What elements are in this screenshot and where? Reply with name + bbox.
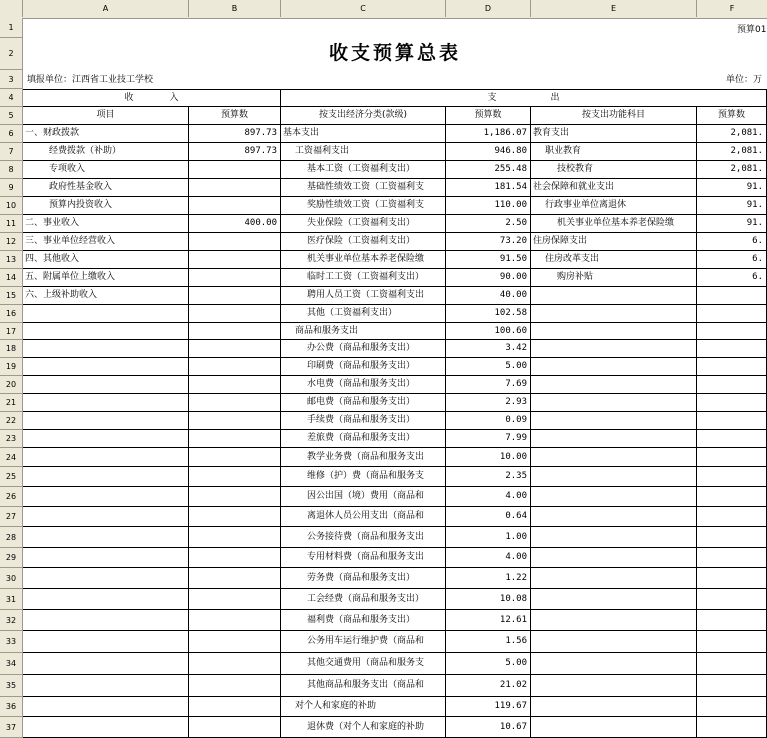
row-header-20[interactable]: 20 (0, 376, 23, 394)
econ-budget-cell[interactable]: 2.93 (446, 394, 531, 412)
row-header-34[interactable]: 34 (0, 653, 23, 675)
income-budget-cell[interactable] (189, 430, 281, 448)
func-item-cell[interactable] (531, 527, 697, 548)
page-title: 收支预算总表 (328, 42, 461, 64)
expense-header[interactable]: 支 出 (281, 89, 767, 107)
func-budget-cell[interactable] (697, 507, 767, 527)
row-header-14[interactable]: 14 (0, 269, 23, 287)
income-budget-cell[interactable] (189, 653, 281, 675)
func-item-cell[interactable] (531, 412, 697, 430)
econ-budget-cell[interactable]: 5.00 (446, 358, 531, 376)
econ-item-cell[interactable]: 其他交通费用（商品和服务支 (281, 653, 446, 675)
econ-budget-cell[interactable]: 1.00 (446, 527, 531, 548)
income-budget-cell[interactable] (189, 305, 281, 323)
income-budget-cell[interactable]: 897.73 (189, 125, 281, 143)
row-header-24[interactable]: 24 (0, 448, 23, 467)
unit-label: 单位：万 (726, 75, 763, 85)
func-budget-cell[interactable] (697, 675, 767, 697)
econ-item-cell[interactable]: 因公出国（境）费用（商品和 (281, 487, 446, 507)
func-item-cell[interactable] (531, 487, 697, 507)
income-item-cell[interactable]: 经费拨款（补助） (23, 143, 189, 161)
econ-budget-cell[interactable]: 73.20 (446, 233, 531, 251)
income-item-cell[interactable] (23, 697, 189, 717)
func-budget-cell[interactable] (697, 589, 767, 610)
econ-budget-cell[interactable]: 1.22 (446, 568, 531, 589)
income-item-cell[interactable] (23, 507, 189, 527)
econ-item-cell[interactable]: 奖励性绩效工资（工资福利支 (281, 197, 446, 215)
income-item-cell[interactable] (23, 448, 189, 467)
func-budget-cell[interactable] (697, 430, 767, 448)
col-func-subject-header[interactable]: 按支出功能科目 (531, 107, 697, 125)
row-header-21[interactable]: 21 (0, 394, 23, 412)
income-budget-cell[interactable] (189, 287, 281, 305)
row-header-5[interactable]: 5 (0, 107, 23, 125)
income-budget-cell[interactable]: 400.00 (189, 215, 281, 233)
income-item-cell[interactable] (23, 589, 189, 610)
econ-budget-cell[interactable]: 2.35 (446, 467, 531, 487)
column-header-b[interactable]: B (189, 0, 281, 17)
econ-budget-cell[interactable]: 181.54 (446, 179, 531, 197)
row-header-1[interactable]: 1 (0, 18, 23, 38)
econ-budget-cell[interactable]: 10.08 (446, 589, 531, 610)
func-budget-cell[interactable] (697, 487, 767, 507)
row-header-7[interactable]: 7 (0, 143, 23, 161)
income-item-cell[interactable] (23, 430, 189, 448)
func-item-cell[interactable] (531, 631, 697, 653)
econ-item-cell[interactable]: 专用材料费（商品和服务支出 (281, 548, 446, 568)
func-item-cell[interactable] (531, 610, 697, 631)
income-budget-cell[interactable] (189, 610, 281, 631)
col-item-header[interactable]: 项目 (23, 107, 189, 125)
col-budget-income-header[interactable]: 预算数 (189, 107, 281, 125)
income-budget-cell[interactable] (189, 394, 281, 412)
select-all-corner[interactable] (0, 0, 23, 17)
econ-item-cell[interactable]: 临时工工资（工资福利支出） (281, 269, 446, 287)
income-budget-cell[interactable] (189, 323, 281, 340)
econ-item-cell[interactable]: 基本支出 (281, 125, 446, 143)
income-budget-cell[interactable] (189, 412, 281, 430)
func-item-cell[interactable] (531, 376, 697, 394)
column-header-c[interactable]: C (281, 0, 446, 17)
econ-budget-cell[interactable]: 2.50 (446, 215, 531, 233)
row-header-36[interactable]: 36 (0, 697, 23, 717)
econ-item-cell[interactable]: 邮电费（商品和服务支出） (281, 394, 446, 412)
econ-item-cell[interactable]: 工资福利支出 (281, 143, 446, 161)
econ-budget-cell[interactable]: 110.00 (446, 197, 531, 215)
func-budget-cell[interactable] (697, 394, 767, 412)
func-budget-cell[interactable] (697, 467, 767, 487)
econ-budget-cell[interactable]: 0.09 (446, 412, 531, 430)
econ-item-cell[interactable]: 基础性绩效工资（工资福利支 (281, 179, 446, 197)
func-budget-cell[interactable]: 2,081. (697, 161, 767, 179)
econ-item-cell[interactable]: 商品和服务支出 (281, 323, 446, 340)
func-item-cell[interactable] (531, 568, 697, 589)
func-item-cell[interactable]: 住房改革支出 (531, 251, 697, 269)
row-header-8[interactable]: 8 (0, 161, 23, 179)
row-header-9[interactable]: 9 (0, 179, 23, 197)
row-header-3[interactable]: 3 (0, 70, 23, 89)
row-header-12[interactable]: 12 (0, 233, 23, 251)
income-item-cell[interactable] (23, 305, 189, 323)
income-item-cell[interactable]: 一、财政拨款 (23, 125, 189, 143)
income-budget-cell[interactable] (189, 448, 281, 467)
income-item-cell[interactable]: 四、其他收入 (23, 251, 189, 269)
econ-item-cell[interactable]: 办公费（商品和服务支出） (281, 340, 446, 358)
income-item-cell[interactable] (23, 358, 189, 376)
row-header-31[interactable]: 31 (0, 589, 23, 610)
income-budget-cell[interactable] (189, 487, 281, 507)
econ-item-cell[interactable]: 教学业务费（商品和服务支出 (281, 448, 446, 467)
row-header-15[interactable]: 15 (0, 287, 23, 305)
func-item-cell[interactable]: 购房补贴 (531, 269, 697, 287)
column-header-f[interactable]: F (729, 4, 735, 13)
row-header-22[interactable]: 22 (0, 412, 23, 430)
econ-budget-cell[interactable]: 946.80 (446, 143, 531, 161)
econ-item-cell[interactable]: 其他商品和服务支出（商品和 (281, 675, 446, 697)
income-item-cell[interactable] (23, 653, 189, 675)
func-item-cell[interactable]: 住房保障支出 (531, 233, 697, 251)
func-budget-cell[interactable] (697, 448, 767, 467)
col-budget-func-header[interactable]: 预算数 (697, 107, 767, 125)
column-header-bar (0, 0, 767, 19)
econ-budget-cell[interactable]: 4.00 (446, 487, 531, 507)
econ-item-cell[interactable]: 维修（护）费（商品和服务支 (281, 467, 446, 487)
func-item-cell[interactable] (531, 394, 697, 412)
econ-item-cell[interactable]: 福利费（商品和服务支出） (281, 610, 446, 631)
func-item-cell[interactable] (531, 430, 697, 448)
income-header[interactable]: 收 入 (23, 89, 281, 107)
econ-budget-cell[interactable]: 5.00 (446, 653, 531, 675)
func-item-cell[interactable] (531, 448, 697, 467)
income-budget-cell[interactable] (189, 631, 281, 653)
econ-budget-cell[interactable]: 255.48 (446, 161, 531, 179)
func-item-cell[interactable]: 行政事业单位离退休 (531, 197, 697, 215)
func-item-cell[interactable] (531, 675, 697, 697)
econ-item-cell[interactable]: 失业保险（工资福利支出） (281, 215, 446, 233)
econ-budget-cell[interactable]: 4.00 (446, 548, 531, 568)
func-budget-cell[interactable]: 91. (697, 197, 767, 215)
econ-budget-cell[interactable]: 100.60 (446, 323, 531, 340)
econ-budget-cell[interactable]: 90.00 (446, 269, 531, 287)
income-item-cell[interactable]: 专项收入 (23, 161, 189, 179)
row-header-17[interactable]: 17 (0, 323, 23, 340)
income-budget-cell[interactable] (189, 697, 281, 717)
func-item-cell[interactable] (531, 548, 697, 568)
row-header-19[interactable]: 19 (0, 358, 23, 376)
func-item-cell[interactable] (531, 467, 697, 487)
row-header-11[interactable]: 11 (0, 215, 23, 233)
func-budget-cell[interactable] (697, 358, 767, 376)
func-budget-cell[interactable] (697, 610, 767, 631)
econ-budget-cell[interactable]: 119.67 (446, 697, 531, 717)
econ-budget-cell[interactable]: 10.67 (446, 717, 531, 738)
income-budget-cell[interactable] (189, 251, 281, 269)
income-budget-cell[interactable] (189, 589, 281, 610)
income-budget-cell[interactable] (189, 568, 281, 589)
func-budget-cell[interactable] (697, 568, 767, 589)
income-budget-cell[interactable] (189, 675, 281, 697)
func-budget-cell[interactable] (697, 631, 767, 653)
income-item-cell[interactable]: 预算内投资收入 (23, 197, 189, 215)
func-item-cell[interactable] (531, 507, 697, 527)
func-item-cell[interactable] (531, 653, 697, 675)
func-budget-cell[interactable] (697, 287, 767, 305)
func-budget-cell[interactable]: 6. (697, 269, 767, 287)
econ-item-cell[interactable]: 差旅费（商品和服务支出） (281, 430, 446, 448)
econ-budget-cell[interactable]: 0.64 (446, 507, 531, 527)
income-item-cell[interactable] (23, 376, 189, 394)
income-item-cell[interactable] (23, 548, 189, 568)
func-budget-cell[interactable]: 6. (697, 251, 767, 269)
func-budget-cell[interactable] (697, 653, 767, 675)
func-item-cell[interactable]: 社会保障和就业支出 (531, 179, 697, 197)
income-budget-cell[interactable] (189, 340, 281, 358)
func-item-cell[interactable] (531, 305, 697, 323)
econ-budget-cell[interactable]: 3.42 (446, 340, 531, 358)
row-header-27[interactable]: 27 (0, 507, 23, 527)
func-budget-cell[interactable] (697, 697, 767, 717)
income-item-cell[interactable] (23, 340, 189, 358)
income-item-cell[interactable] (23, 394, 189, 412)
income-budget-cell[interactable] (189, 161, 281, 179)
econ-budget-cell[interactable]: 21.02 (446, 675, 531, 697)
row-header-33[interactable]: 33 (0, 631, 23, 653)
func-item-cell[interactable] (531, 323, 697, 340)
func-budget-cell[interactable] (697, 527, 767, 548)
income-budget-cell[interactable] (189, 527, 281, 548)
row-header-32[interactable]: 32 (0, 610, 23, 631)
income-item-cell[interactable] (23, 631, 189, 653)
func-budget-cell[interactable]: 91. (697, 215, 767, 233)
row-header-4[interactable]: 4 (0, 89, 23, 107)
income-budget-cell[interactable] (189, 467, 281, 487)
income-budget-cell[interactable] (189, 548, 281, 568)
econ-item-cell[interactable]: 公务接待费（商品和服务支出 (281, 527, 446, 548)
col-budget-econ-header[interactable]: 预算数 (446, 107, 531, 125)
func-budget-cell[interactable]: 6. (697, 233, 767, 251)
func-budget-cell[interactable] (697, 305, 767, 323)
func-item-cell[interactable] (531, 340, 697, 358)
func-budget-cell[interactable]: 91. (697, 179, 767, 197)
func-item-cell[interactable]: 教育支出 (531, 125, 697, 143)
row-header-2[interactable]: 2 (0, 38, 23, 70)
row-header-37[interactable]: 37 (0, 717, 23, 738)
income-budget-cell[interactable] (189, 717, 281, 738)
econ-budget-cell[interactable]: 40.00 (446, 287, 531, 305)
econ-item-cell[interactable]: 水电费（商品和服务支出） (281, 376, 446, 394)
income-item-cell[interactable] (23, 323, 189, 340)
func-budget-cell[interactable] (697, 717, 767, 738)
row-header-30[interactable]: 30 (0, 568, 23, 589)
econ-item-cell[interactable]: 工会经费（商品和服务支出） (281, 589, 446, 610)
func-budget-cell[interactable] (697, 412, 767, 430)
func-item-cell[interactable] (531, 589, 697, 610)
row-header-18[interactable]: 18 (0, 340, 23, 358)
income-item-cell[interactable] (23, 527, 189, 548)
form-number: 预算01 (737, 25, 767, 35)
income-budget-cell[interactable] (189, 358, 281, 376)
econ-item-cell[interactable]: 其他（工资福利支出） (281, 305, 446, 323)
econ-budget-cell[interactable]: 1,186.07 (446, 125, 531, 143)
row-header-6[interactable]: 6 (0, 125, 23, 143)
econ-budget-cell[interactable]: 102.58 (446, 305, 531, 323)
func-budget-cell[interactable] (697, 548, 767, 568)
econ-budget-cell[interactable]: 7.69 (446, 376, 531, 394)
econ-budget-cell[interactable]: 91.50 (446, 251, 531, 269)
income-item-cell[interactable]: 五、附属单位上缴收入 (23, 269, 189, 287)
reporting-unit: 填报单位：江西省工业技工学校 (27, 75, 154, 85)
income-budget-cell[interactable] (189, 179, 281, 197)
income-budget-cell[interactable] (189, 197, 281, 215)
econ-item-cell[interactable]: 基本工资（工资福利支出） (281, 161, 446, 179)
row-header-28[interactable]: 28 (0, 527, 23, 548)
income-item-cell[interactable] (23, 568, 189, 589)
econ-budget-cell[interactable]: 12.61 (446, 610, 531, 631)
income-budget-cell[interactable] (189, 507, 281, 527)
income-budget-cell[interactable] (189, 269, 281, 287)
row-header-23[interactable]: 23 (0, 430, 23, 448)
econ-item-cell[interactable]: 退休费（对个人和家庭的补助 (281, 717, 446, 738)
income-budget-cell[interactable] (189, 376, 281, 394)
col-econ-class-header[interactable]: 按支出经济分类(款级) (281, 107, 446, 125)
econ-item-cell[interactable]: 机关事业单位基本养老保险缴 (281, 251, 446, 269)
row-header-16[interactable]: 16 (0, 305, 23, 323)
column-header-d[interactable]: D (446, 0, 531, 17)
econ-budget-cell[interactable]: 1.56 (446, 631, 531, 653)
func-item-cell[interactable] (531, 358, 697, 376)
row-header-25[interactable]: 25 (0, 467, 23, 487)
func-budget-cell[interactable]: 2,081. (697, 143, 767, 161)
income-item-cell[interactable]: 政府性基金收入 (23, 179, 189, 197)
row-header-35[interactable]: 35 (0, 675, 23, 697)
func-item-cell[interactable] (531, 697, 697, 717)
func-budget-cell[interactable] (697, 376, 767, 394)
income-item-cell[interactable]: 三、事业单位经营收入 (23, 233, 189, 251)
income-item-cell[interactable]: 二、事业收入 (23, 215, 189, 233)
econ-budget-cell[interactable]: 10.00 (446, 448, 531, 467)
func-budget-cell[interactable] (697, 340, 767, 358)
income-item-cell[interactable]: 六、上级补助收入 (23, 287, 189, 305)
func-item-cell[interactable] (531, 287, 697, 305)
row-header-29[interactable]: 29 (0, 548, 23, 568)
econ-item-cell[interactable]: 劳务费（商品和服务支出） (281, 568, 446, 589)
econ-item-cell[interactable]: 对个人和家庭的补助 (281, 697, 446, 717)
income-item-cell[interactable] (23, 675, 189, 697)
column-header-a[interactable]: A (23, 0, 189, 17)
econ-item-cell[interactable]: 手续费（商品和服务支出） (281, 412, 446, 430)
row-header-26[interactable]: 26 (0, 487, 23, 507)
row-header-13[interactable]: 13 (0, 251, 23, 269)
income-budget-cell[interactable]: 897.73 (189, 143, 281, 161)
econ-item-cell[interactable]: 医疗保险（工资福利支出） (281, 233, 446, 251)
econ-budget-cell[interactable]: 7.99 (446, 430, 531, 448)
func-item-cell[interactable] (531, 717, 697, 738)
func-budget-cell[interactable] (697, 323, 767, 340)
func-budget-cell[interactable]: 2,081. (697, 125, 767, 143)
func-item-cell[interactable]: 技校教育 (531, 161, 697, 179)
income-budget-cell[interactable] (189, 233, 281, 251)
income-item-cell[interactable] (23, 467, 189, 487)
func-item-cell[interactable]: 机关事业单位基本养老保险缴 (531, 215, 697, 233)
econ-item-cell[interactable]: 离退休人员公用支出（商品和 (281, 507, 446, 527)
func-item-cell[interactable]: 职业教育 (531, 143, 697, 161)
income-item-cell[interactable] (23, 487, 189, 507)
income-item-cell[interactable] (23, 412, 189, 430)
income-item-cell[interactable] (23, 610, 189, 631)
econ-item-cell[interactable]: 印刷费（商品和服务支出） (281, 358, 446, 376)
row-header-10[interactable]: 10 (0, 197, 23, 215)
income-item-cell[interactable] (23, 717, 189, 738)
econ-item-cell[interactable]: 公务用车运行维护费（商品和 (281, 631, 446, 653)
econ-item-cell[interactable]: 聘用人员工资（工资福利支出 (281, 287, 446, 305)
column-header-e[interactable]: E (531, 0, 697, 17)
